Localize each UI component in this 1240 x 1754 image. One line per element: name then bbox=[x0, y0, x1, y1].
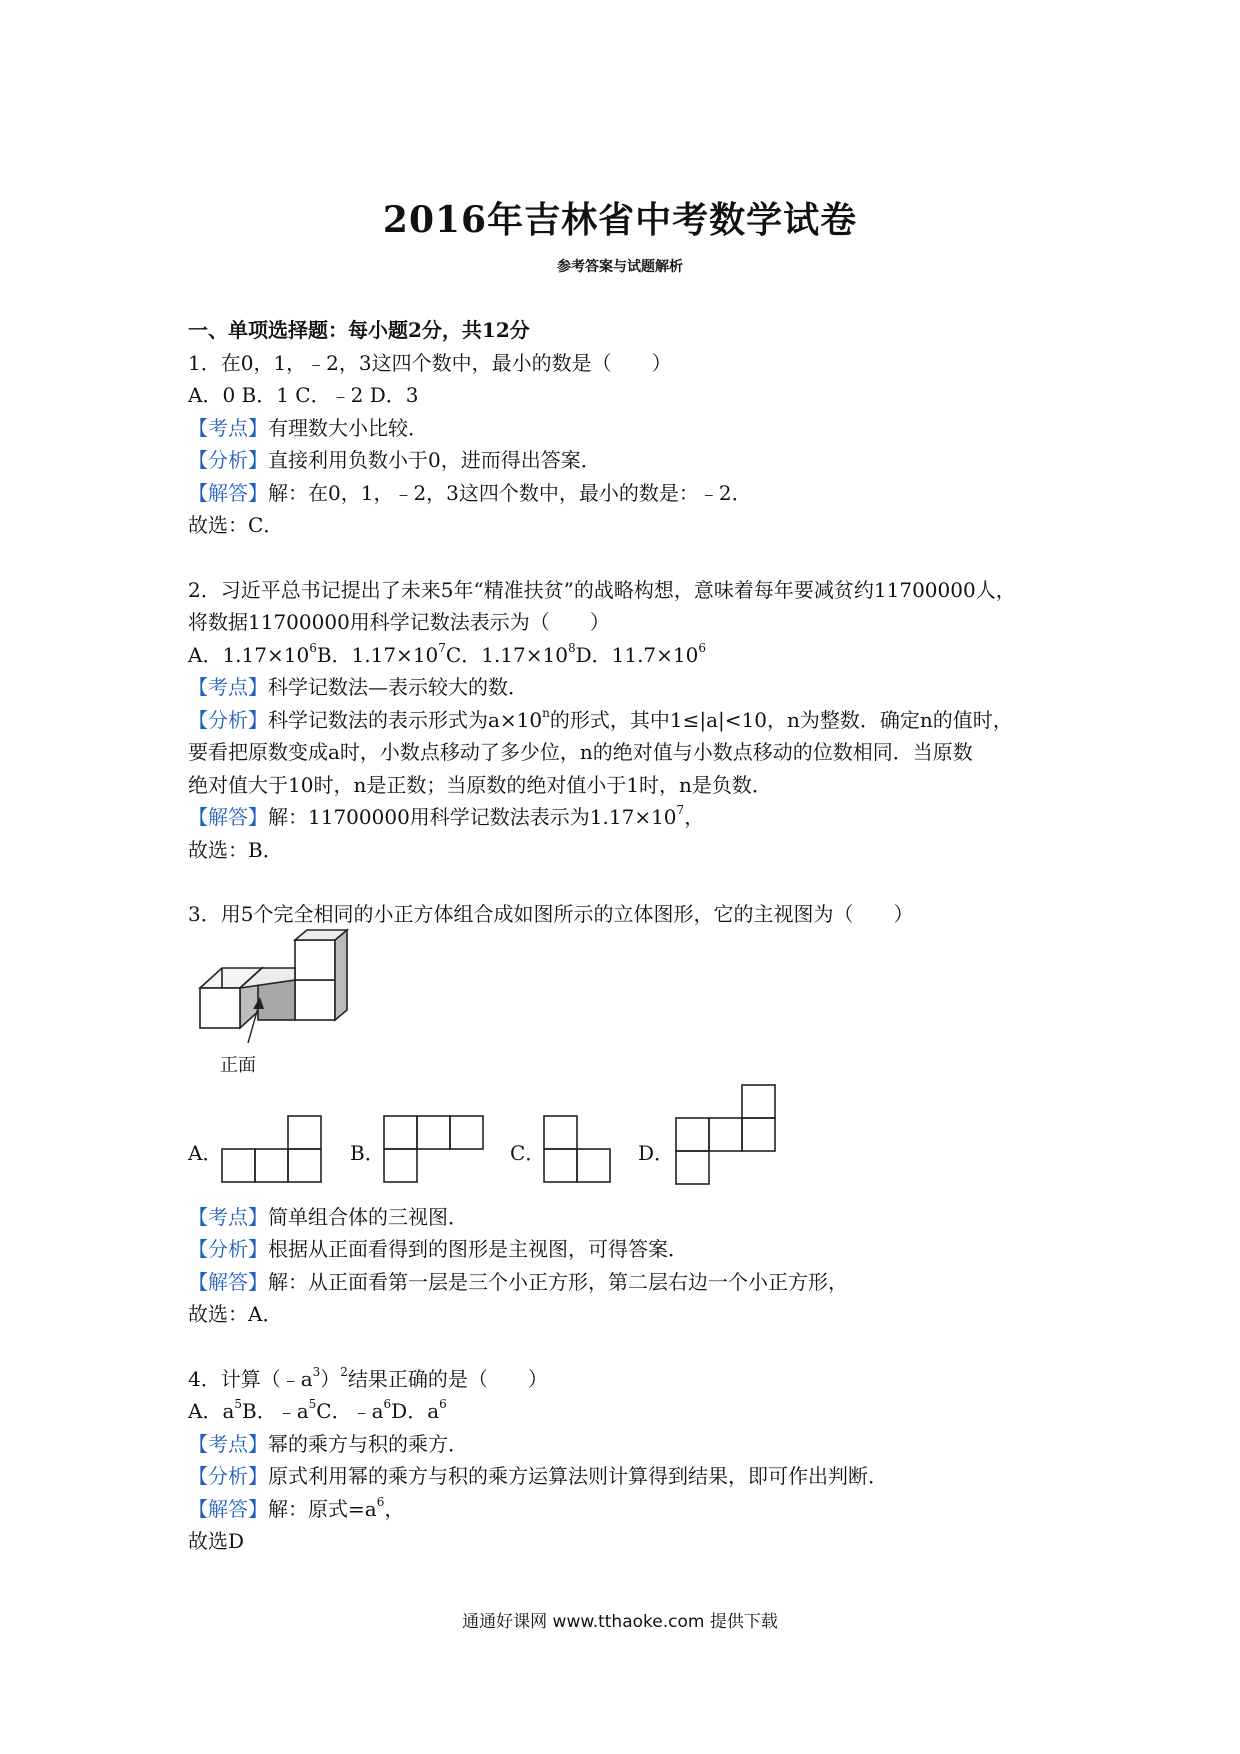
q3-fenxi-text: 根据从正面看得到的图形是主视图，可得答案． bbox=[268, 1237, 688, 1261]
q3-label-a: A． bbox=[188, 1140, 223, 1165]
kaodian-tag: 【考点】 bbox=[188, 415, 268, 440]
q3-options-figures bbox=[188, 1101, 1068, 1201]
q4-jieda-end: ， bbox=[384, 1496, 405, 1521]
option-c-view bbox=[544, 1111, 624, 1187]
section-heading: 一、单项选择题：每小题2分，共12分 bbox=[188, 318, 530, 342]
q4-option-a-exponent: 5 bbox=[234, 1397, 243, 1412]
q2-kaodian-text: 科学记数法—表示较大的数． bbox=[268, 675, 528, 699]
q4-stem-c: 结果正确的是（ ） bbox=[347, 1366, 548, 1391]
q2-stem-line-2: 将数据11700000用科学记数法表示为（ ） bbox=[188, 610, 610, 634]
q4-stem bbox=[188, 1363, 1068, 1396]
q2-jieda-exponent: 7 bbox=[676, 803, 685, 818]
q4-stem-b: ） bbox=[320, 1366, 341, 1391]
q2-jieda-end: ， bbox=[684, 805, 705, 829]
page-title: 2016年吉林省中考数学试卷 bbox=[382, 199, 858, 241]
q2-options bbox=[188, 639, 1068, 672]
q3-answer: 故选：A． bbox=[188, 1302, 283, 1326]
q4-kaodian-text: 幂的乘方与积的乘方． bbox=[268, 1431, 468, 1456]
front-label: 正面 bbox=[220, 1054, 256, 1076]
cube-solid-diagram bbox=[188, 931, 368, 1099]
q1-fenxi bbox=[188, 444, 1068, 477]
q2-jieda-text: 解：11700000用科学记数法表示为1.17×10 bbox=[268, 805, 677, 829]
page-footer[interactable]: 通通好课网 www.tthaoke.com 提供下载 bbox=[462, 1612, 778, 1632]
q4-kaodian bbox=[188, 1428, 1068, 1461]
kaodian-tag: 【考点】 bbox=[188, 1204, 268, 1229]
q1-fenxi-text: 直接利用负数小于0，进而得出答案． bbox=[268, 448, 601, 472]
fenxi-tag: 【分析】 bbox=[188, 1237, 268, 1261]
q2-option-b: B．1.17×10 bbox=[316, 642, 439, 667]
q1-kaodian bbox=[188, 412, 1068, 445]
q1-answer: 故选：C． bbox=[188, 513, 284, 537]
page-subtitle: 参考答案与试题解析 bbox=[557, 259, 683, 275]
q2-fenxi-text-1b: 的形式，其中1≤|a|<10，n为整数．确定n的值时， bbox=[549, 707, 1013, 732]
jieda-tag: 【解答】 bbox=[188, 1496, 268, 1521]
kaodian-tag: 【考点】 bbox=[188, 675, 268, 699]
q3-jieda bbox=[188, 1266, 1068, 1299]
q4-jieda-exponent: 6 bbox=[376, 1494, 385, 1509]
q4-stem-a: 4．计算（﹣a bbox=[188, 1366, 313, 1391]
question-1 bbox=[188, 347, 1068, 542]
q2-stem-line-1: 2．习近平总书记提出了未来5年“精准扶贫”的战略构想，意味着每年要减贫约11700000人， bbox=[188, 577, 1016, 602]
q2-option-a-exponent: 6 bbox=[309, 640, 317, 655]
jieda-tag: 【解答】 bbox=[188, 480, 268, 505]
q4-option-a: A．a bbox=[188, 1399, 235, 1423]
q4-stem-exponent-1: 3 bbox=[312, 1364, 321, 1379]
q4-answer: 故选D bbox=[188, 1529, 245, 1553]
q3-jieda-text: 解：从正面看第一层是三个小正方形，第二层右边一个小正方形， bbox=[268, 1269, 848, 1294]
q3-stem: 3．用5个完全相同的小正方体组合成如图所示的立体图形，它的主视图为（ ） bbox=[188, 902, 914, 926]
q4-option-b: B．﹣a bbox=[242, 1399, 309, 1423]
q2-option-d-exponent: 6 bbox=[698, 640, 707, 655]
q4-option-c: C．﹣a bbox=[316, 1399, 384, 1423]
q2-fenxi-line-3: 绝对值大于10时，n是正数；当原数的绝对值小于1时，n是负数． bbox=[188, 772, 772, 797]
q3-kaodian-text: 简单组合体的三视图． bbox=[268, 1204, 468, 1229]
q1-jieda-text: 解：在0，1，﹣2，3这四个数中，最小的数是：﹣2． bbox=[268, 480, 752, 505]
q2-answer: 故选：B． bbox=[188, 837, 283, 862]
q1-options: A．0 B．1 C．﹣2 D．3 bbox=[188, 383, 419, 407]
q4-fenxi-text: 原式利用幂的乘方与积的乘方运算法则计算得到结果，即可作出判断． bbox=[268, 1464, 888, 1488]
q2-fenxi-text-1a: 科学记数法的表示形式为a×10 bbox=[268, 707, 543, 732]
q4-option-d: D．a bbox=[391, 1399, 440, 1423]
jieda-tag: 【解答】 bbox=[188, 805, 268, 829]
q2-option-d: D．11.7×10 bbox=[575, 642, 699, 667]
q1-jieda bbox=[188, 477, 1068, 510]
question-4 bbox=[188, 1363, 1068, 1558]
q3-label-b: B． bbox=[350, 1140, 385, 1165]
option-b-view bbox=[384, 1111, 494, 1187]
question-2 bbox=[188, 574, 1068, 867]
fenxi-tag: 【分析】 bbox=[188, 707, 268, 732]
q2-option-b-exponent: 7 bbox=[438, 640, 446, 655]
kaodian-tag: 【考点】 bbox=[188, 1431, 268, 1456]
q3-kaodian bbox=[188, 1201, 1068, 1234]
q1-stem: 1．在0，1，﹣2，3这四个数中，最小的数是（ ） bbox=[188, 350, 672, 375]
q4-option-b-exponent: 5 bbox=[308, 1397, 317, 1412]
q2-fenxi-line-2: 要看把原数变成a时，小数点移动了多少位，n的绝对值与小数点移动的位数相同．当原数 bbox=[188, 740, 973, 764]
fenxi-tag: 【分析】 bbox=[188, 1464, 268, 1488]
q2-fenxi-exponent: n bbox=[542, 705, 550, 720]
option-a-view bbox=[222, 1111, 332, 1187]
q4-options bbox=[188, 1395, 1068, 1428]
q4-stem-exponent-2: 2 bbox=[340, 1364, 348, 1379]
q3-fenxi bbox=[188, 1233, 1068, 1266]
q3-label-c: C． bbox=[510, 1140, 546, 1165]
q2-kaodian bbox=[188, 671, 1068, 704]
jieda-tag: 【解答】 bbox=[188, 1269, 268, 1294]
q2-jieda bbox=[188, 801, 1068, 834]
document-body bbox=[188, 314, 1068, 1558]
q3-label-d: D． bbox=[638, 1140, 675, 1165]
q2-option-a: A．1.17×10 bbox=[188, 642, 310, 667]
q2-fenxi-line-1 bbox=[188, 704, 1068, 737]
q4-fenxi bbox=[188, 1460, 1068, 1493]
q3-solid-figure bbox=[188, 931, 1068, 1099]
q2-option-c: C．1.17×10 bbox=[445, 642, 568, 667]
q4-jieda bbox=[188, 1493, 1068, 1526]
question-3 bbox=[188, 898, 1068, 1331]
q2-option-c-exponent: 8 bbox=[567, 640, 576, 655]
q1-kaodian-text: 有理数大小比较． bbox=[268, 415, 428, 440]
fenxi-tag: 【分析】 bbox=[188, 448, 268, 472]
option-d-view bbox=[676, 1085, 796, 1195]
q4-option-d-exponent: 6 bbox=[439, 1397, 447, 1412]
q4-option-c-exponent: 6 bbox=[383, 1397, 392, 1412]
q4-jieda-text: 解：原式=a bbox=[268, 1496, 377, 1521]
